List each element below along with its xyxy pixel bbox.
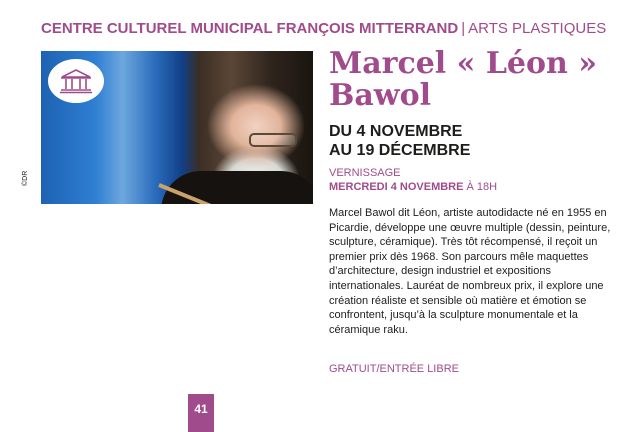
building-icon (48, 59, 104, 103)
vernissage-label: VERNISSAGE (329, 167, 401, 179)
vernissage-info (329, 166, 629, 194)
photo-glasses-shape (249, 133, 297, 147)
exhibition-dates (329, 122, 629, 160)
page-number: 41 (188, 394, 214, 432)
page-header (41, 20, 606, 38)
artist-name-title (329, 48, 629, 112)
photo-credit: ©DR (22, 170, 29, 186)
vernissage-time: À 18H (466, 181, 498, 193)
title-line-1: Marcel « Léon » (329, 46, 598, 81)
date-line-1: DU 4 NOVEMBRE (329, 123, 463, 140)
vernissage-day: MERCREDI 4 NOVEMBRE (329, 181, 464, 193)
venue-name: CENTRE CULTUREL MUNICIPAL FRANÇOIS MITTERRAND (41, 20, 459, 37)
price-info: GRATUIT/ENTRÉE LIBRE (329, 363, 459, 375)
date-line-2: AU 19 DÉCEMBRE (329, 142, 471, 159)
artist-description: Marcel Bawol dit Léon, artiste autodidacte né en 1955 en Picardie, développe une œuvre multiple (dessin, peinture, sculpture, céramique). Très tôt récompensé, il reçoit un premier prix dès 1968. Son parcours mêle maquettes d’architecture, design industriel et expositions internationales. Lauréat de nombreux prix, il explore une création réaliste et sensible où matière et émotion se confrontent, jusqu’à la sculpture monumentale et la céramique raku. (329, 207, 611, 336)
category-label: ARTS PLASTIQUES (468, 20, 607, 37)
header-separator: | (461, 20, 466, 37)
title-line-2: Bawol (329, 78, 432, 113)
photo-shirt-shape (161, 171, 313, 204)
